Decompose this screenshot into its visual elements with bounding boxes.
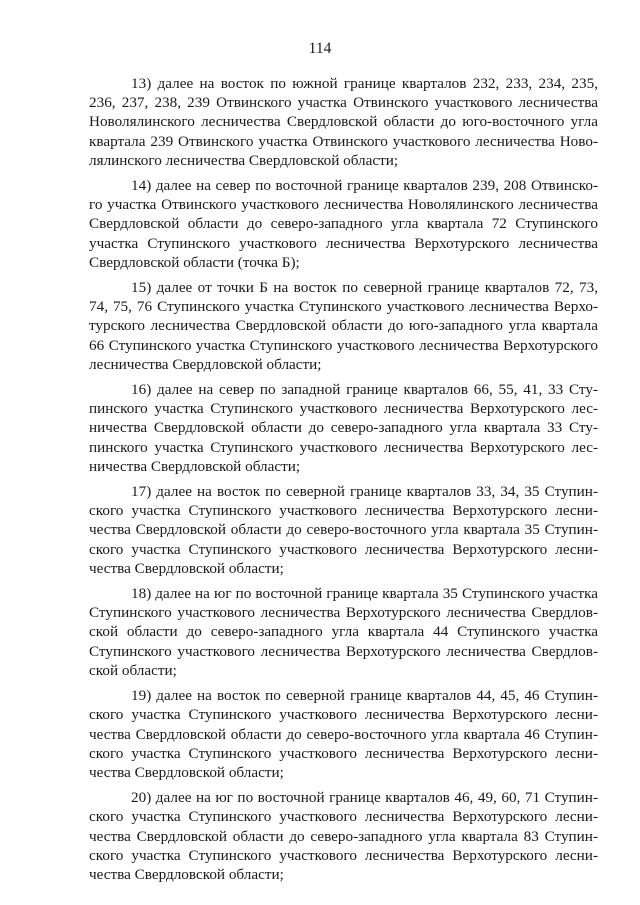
page-number: 114 xyxy=(308,40,332,57)
paragraph-17: 17) далее на восток по северной границе кварталов 33, 34, 35 Ступинского участка Ступинского участкового лесничества Верхотурского лесничества Свердловской области до северо-восточного угла квартала 35 Ступинского участка Ступинского участкового лесничества Верхотурского лесничества Свердловской области; xyxy=(89,483,598,577)
paragraph-18: 18) далее на юг по восточной границе квартала 35 Ступинского участка Ступинского участкового лесничества Верхотурского лесничества Свердловской области до северо-западного угла квартала 44 Ступинского участка Ступинского участкового лесничества Верхотурского лесничества Свердловской области; xyxy=(89,585,598,679)
paragraph-15: 15) далее от точки Б на восток по северной границе кварталов 72, 73, 74, 75, 76 Ступинского участка Ступинского участкового лесничества Верхотурского лесничества Свердловской области до юго-западного угла квартала 66 Ступинского участка Ступинского участкового лесничества Верхотурского лесничества Свердловской области; xyxy=(89,279,598,373)
paragraph-13: 13) далее на восток по южной границе кварталов 232, 233, 234, 235, 236, 237, 238, 239 Отвинского участка Отвинского участкового лесничества Новолялинского лесничества Свердловской области до юго-восточного угла квартала 239 Отвинского участка Отвинского участкового лесничества Новолялинского лесничества Свердловской области; xyxy=(89,75,598,169)
document-body xyxy=(89,74,598,890)
paragraph-20: 20) далее на юг по восточной границе кварталов 46, 49, 60, 71 Ступинского участка Ступинского участкового лесничества Верхотурского лесничества Свердловской области до северо-западного угла квартала 83 Ступинского участка Ступинского участкового лесничества Верхотурского лесничества Свердловской области; xyxy=(89,789,598,883)
paragraph-19: 19) далее на восток по северной границе кварталов 44, 45, 46 Ступинского участка Ступинского участкового лесничества Верхотурского лесничества Свердловской области до северо-восточного угла квартала 46 Ступинского участка Ступинского участкового лесничества Верхотурского лесничества Свердловской области; xyxy=(89,687,598,781)
paragraph-16: 16) далее на север по западной границе кварталов 66, 55, 41, 33 Ступинского участка Ступинского участкового лесничества Верхотурского лесничества Свердловской области до северо-западного угла квартала 33 Ступинского участка Ступинского участкового лесничества Верхотурского лесничества Свердловской области; xyxy=(89,381,598,475)
paragraph-14: 14) далее на север по восточной границе кварталов 239, 208 Отвинского участка Отвинского участкового лесничества Новолялинского лесничества Свердловской области до северо-западного угла квартала 72 Ступинского участка Ступинского участкового лесничества Верхотурского лесничества Свердловской области (точка Б); xyxy=(89,177,598,271)
